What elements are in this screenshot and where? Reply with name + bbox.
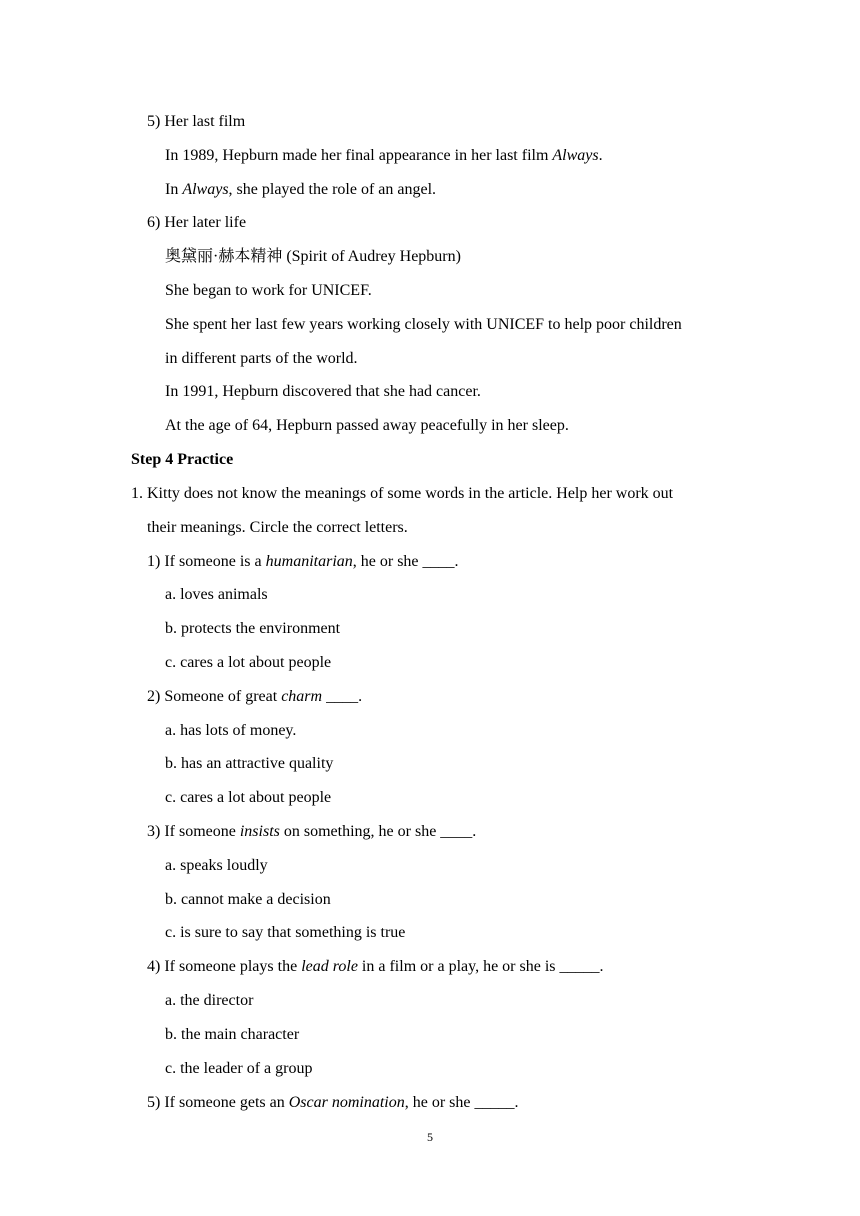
text-segment: a. loves animals — [165, 586, 268, 603]
paragraph-line — [165, 315, 682, 335]
text-segment: She spent her last few years working closely with UNICEF to help poor children — [165, 316, 682, 333]
text-segment: In — [165, 181, 183, 198]
section-heading-later-life — [147, 213, 246, 233]
page-number: 5 — [427, 1130, 433, 1144]
text-segment: , she played the role of an angel. — [228, 181, 437, 198]
text-segment: b. has an attractive quality — [165, 755, 334, 772]
answer-option — [165, 890, 331, 910]
text-segment: a. the director — [165, 992, 254, 1009]
italic-term: charm — [281, 688, 323, 705]
text-segment: In 1991, Hepburn discovered that she had cancer. — [165, 383, 481, 400]
text-segment: their meanings. Circle the correct letters. — [147, 519, 408, 536]
answer-option — [165, 923, 405, 943]
italic-term: insists — [239, 823, 280, 840]
text-segment: a. has lots of money. — [165, 722, 297, 739]
text-segment: b. cannot make a decision — [165, 891, 331, 908]
answer-option — [165, 585, 268, 605]
text-segment: 3) If someone — [147, 823, 240, 840]
text-segment: a. speaks loudly — [165, 857, 268, 874]
text-segment: 1. Kitty does not know the meanings of some words in the article. Help her work out — [131, 485, 674, 502]
italic-term: humanitarian — [265, 553, 353, 570]
question — [147, 687, 362, 707]
text-segment: on something, he or she ____. — [279, 823, 477, 840]
exercise-instruction — [147, 518, 408, 538]
paragraph-line — [165, 382, 481, 402]
question — [147, 822, 476, 842]
answer-option — [165, 653, 331, 673]
text-segment: c. the leader of a group — [165, 1060, 313, 1077]
text-segment: ____. — [322, 688, 363, 705]
answer-option — [165, 721, 296, 741]
question — [147, 957, 604, 977]
italic-term: Oscar nomination — [288, 1094, 405, 1111]
paragraph-line — [165, 416, 569, 436]
text-segment: c. cares a lot about people — [165, 654, 332, 671]
answer-option — [165, 991, 253, 1011]
text-segment: . — [598, 147, 603, 164]
text-segment: She began to work for UNICEF. — [165, 282, 372, 299]
text-segment: At the age of 64, Hepburn passed away peacefully in her sleep. — [165, 417, 569, 434]
text-segment: Step 4 Practice — [131, 451, 234, 468]
text-segment: b. protects the environment — [165, 620, 341, 637]
answer-option — [165, 754, 333, 774]
text-segment: 5) Her last film — [147, 113, 246, 130]
text-segment: 奥黛丽·赫本精神 (Spirit of Audrey Hepburn) — [165, 248, 461, 265]
text-segment: , he or she ____. — [352, 553, 459, 570]
answer-option — [165, 1059, 312, 1079]
italic-term: Always — [182, 181, 229, 198]
section-heading-last-film — [147, 112, 245, 132]
step-heading — [131, 450, 233, 470]
text-segment: In 1989, Hepburn made her final appearance in her last film — [165, 147, 553, 164]
italic-term: Always — [552, 147, 599, 164]
answer-option — [165, 619, 340, 639]
text-segment: in a film or a play, he or she is _____. — [357, 958, 604, 975]
question — [147, 1093, 519, 1113]
text-segment: 6) Her later life — [147, 214, 247, 231]
text-segment: c. is sure to say that something is true — [165, 924, 406, 941]
italic-term: lead role — [301, 958, 358, 975]
text-segment: 5) If someone gets an — [147, 1094, 289, 1111]
text-segment: , he or she _____. — [404, 1094, 519, 1111]
paragraph-line — [165, 146, 603, 166]
text-segment: c. cares a lot about people — [165, 789, 332, 806]
paragraph-line — [165, 247, 461, 267]
text-segment: 1) If someone is a — [147, 553, 266, 570]
question — [147, 552, 459, 572]
text-segment: 4) If someone plays the — [147, 958, 302, 975]
paragraph-line — [165, 349, 358, 369]
paragraph-line — [165, 180, 436, 200]
text-segment: 2) Someone of great — [147, 688, 282, 705]
text-segment: in different parts of the world. — [165, 350, 358, 367]
answer-option — [165, 856, 268, 876]
answer-option — [165, 1025, 299, 1045]
answer-option — [165, 788, 331, 808]
text-segment: b. the main character — [165, 1026, 300, 1043]
paragraph-line — [165, 281, 372, 301]
exercise-instruction — [131, 484, 673, 504]
